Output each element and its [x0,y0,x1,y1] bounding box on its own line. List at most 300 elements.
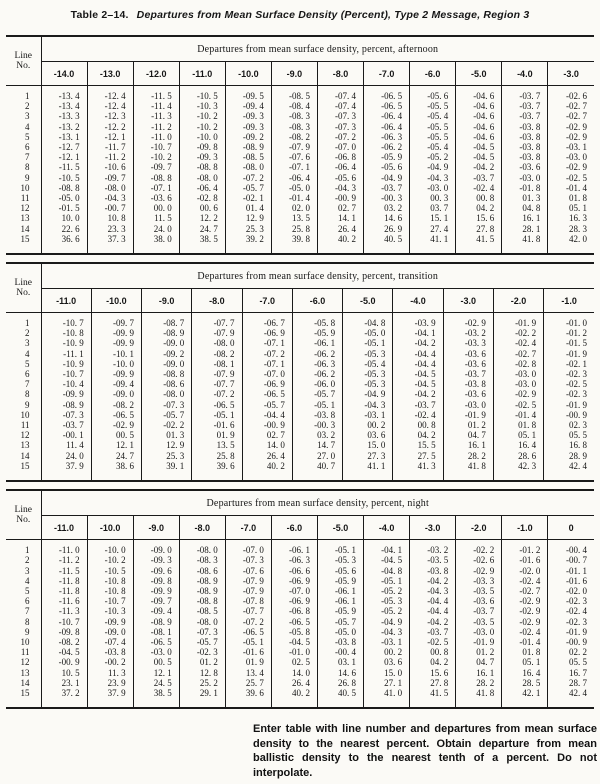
table-caption: Departures from mean surface density, percent, afternoon [41,36,594,62]
density-value-cell: 16. 7 [548,668,594,678]
density-table-transition [6,262,594,482]
density-value-cell: -05. 4 [410,111,456,121]
density-value-cell: 11. 4 [41,440,91,450]
line-no-header: Line No. [6,36,41,86]
column-header: -3.0 [548,62,594,86]
column-header: -13.0 [87,62,133,86]
density-value-cell: -10. 0 [87,540,133,556]
density-value-cell: 13. 4 [225,668,271,678]
density-value-cell: -05. 4 [343,359,393,369]
density-value-cell: -08. 3 [271,111,317,121]
density-value-cell: -09. 3 [225,111,271,121]
table-row [6,576,594,586]
table-row [6,132,594,142]
density-table-transition-grid [6,262,594,482]
table-row [6,122,594,132]
density-value-cell: 11. 5 [133,213,179,223]
density-value-cell: -00. 9 [41,657,87,667]
density-value-cell: -07. 7 [192,313,242,329]
density-value-cell: -10. 2 [87,555,133,565]
density-value-cell: -04. 2 [456,162,502,172]
density-value-cell: -05. 3 [317,555,363,565]
density-value-cell: 16. 1 [456,668,502,678]
density-value-cell: -09. 5 [225,86,271,102]
density-table-night-grid [6,489,594,709]
table-row [6,647,594,657]
density-value-cell: -02. 3 [548,617,594,627]
table-row [6,400,594,410]
density-value-cell: -03. 5 [410,555,456,565]
density-value-cell: -02. 9 [456,566,502,576]
density-value-cell: 24. 0 [133,224,179,234]
line-number-cell: 6 [25,142,30,153]
density-value-cell: -08. 9 [133,617,179,627]
table-row [6,224,594,234]
line-number-cell: 11 [20,193,30,204]
density-value-cell: -00. 4 [548,540,594,556]
density-value-cell: -09. 8 [133,576,179,586]
density-value-cell: -06. 2 [292,369,342,379]
line-number-cell: 2 [25,101,30,112]
density-value-cell: -02. 8 [493,359,543,369]
density-value-cell: 14. 6 [317,668,363,678]
density-value-cell: -05. 3 [343,379,393,389]
column-header: -2.0 [493,289,543,313]
density-value-cell: -08. 6 [142,379,192,389]
density-value-cell: -00. 9 [548,637,594,647]
density-value-cell: -03. 8 [443,379,493,389]
density-value-cell: 25. 8 [271,224,317,234]
density-value-cell: 02. 5 [271,657,317,667]
density-value-cell: 01. 3 [142,430,192,440]
density-value-cell: 40. 5 [317,688,363,708]
density-value-cell: -02. 9 [502,596,548,606]
column-header: -6.0 [292,289,342,313]
density-value-cell: -01. 6 [225,647,271,657]
density-value-cell: -01. 9 [544,349,594,359]
density-value-cell: -02. 9 [91,420,141,430]
density-value-cell: -02. 2 [456,540,502,556]
density-value-cell: 23. 1 [41,678,87,688]
density-value-cell: -07. 3 [317,111,363,121]
density-value-cell: -01. 5 [41,203,87,213]
density-value-cell: -04. 4 [410,596,456,606]
density-value-cell: -02. 9 [548,122,594,132]
density-value-cell: -10. 6 [87,162,133,172]
density-value-cell: -09. 4 [91,379,141,389]
table-row [6,379,594,389]
column-header: -8.0 [317,62,363,86]
density-value-cell: 28. 6 [493,451,543,461]
density-value-cell: -04. 3 [364,627,410,637]
density-value-cell: -11. 3 [41,606,87,616]
density-value-cell: -08. 8 [142,369,192,379]
density-value-cell: -11. 6 [41,596,87,606]
column-header: -10.0 [87,516,133,540]
density-value-cell: -05. 3 [343,369,393,379]
density-value-cell: -07. 2 [317,132,363,142]
density-value-cell: -06. 5 [242,389,292,399]
density-value-cell: -02. 4 [548,606,594,616]
density-value-cell: -01. 6 [502,555,548,565]
density-value-cell: 00. 6 [179,203,225,213]
density-value-cell: -11. 1 [41,349,91,359]
density-value-cell: -10. 9 [41,359,91,369]
density-value-cell: -06. 8 [317,152,363,162]
density-value-cell: -07. 6 [271,152,317,162]
density-value-cell: -08. 5 [179,606,225,616]
density-value-cell: -10. 2 [133,152,179,162]
density-value-cell: -08. 0 [179,173,225,183]
density-value-cell: 15. 6 [456,213,502,223]
density-value-cell: -07. 2 [225,173,271,183]
density-value-cell: -05. 1 [317,540,363,556]
density-value-cell: -01. 8 [502,183,548,193]
line-number-cell: 14 [20,677,30,688]
density-value-cell: -07. 0 [225,540,271,556]
density-value-cell: -08. 2 [271,132,317,142]
density-value-cell: -04. 1 [364,540,410,556]
line-number-cell: 4 [25,575,30,586]
density-value-cell: -07. 1 [242,338,292,348]
line-number-cell: 12 [20,657,30,668]
density-value-cell: -07. 2 [192,389,242,399]
density-value-cell: -05. 5 [410,122,456,132]
density-value-cell: -04. 6 [456,122,502,132]
density-value-cell: 14. 0 [242,440,292,450]
density-value-cell: -06. 9 [271,596,317,606]
density-value-cell: 01. 4 [225,203,271,213]
density-value-cell: -04. 5 [271,637,317,647]
density-value-cell: 14. 7 [292,440,342,450]
column-header: -4.0 [364,516,410,540]
density-value-cell: -08. 0 [179,617,225,627]
density-value-cell: -06. 4 [364,122,410,132]
density-value-cell: 28. 5 [502,678,548,688]
density-value-cell: -08. 8 [41,183,87,193]
density-value-cell: 39. 6 [225,688,271,708]
density-value-cell: -04. 6 [456,132,502,142]
density-value-cell: -10. 3 [179,101,225,111]
density-value-cell: 27. 3 [343,451,393,461]
density-value-cell: -12. 7 [41,142,87,152]
column-header: 0 [548,516,594,540]
density-value-cell: -02. 3 [544,369,594,379]
density-value-cell: -07. 2 [225,617,271,627]
density-value-cell: -02. 0 [548,586,594,596]
density-value-cell: -11. 2 [41,555,87,565]
line-number-cell: 4 [25,348,30,359]
density-value-cell: -03. 1 [343,410,393,420]
density-value-cell: -10. 8 [87,576,133,586]
density-value-cell: -07. 9 [225,576,271,586]
line-number-cell: 10 [20,409,30,420]
column-header: -11.0 [179,62,225,86]
density-value-cell: -04. 5 [456,152,502,162]
density-value-cell: -10. 2 [179,122,225,132]
density-value-cell: 10. 8 [87,213,133,223]
density-value-cell: -04. 6 [456,86,502,102]
density-value-cell: 37. 3 [87,234,133,254]
density-value-cell: 02. 7 [317,203,363,213]
density-value-cell: 41. 5 [456,234,502,254]
density-value-cell: 23. 3 [87,224,133,234]
density-value-cell: -03. 0 [493,379,543,389]
density-value-cell: 40. 7 [292,461,342,481]
density-value-cell: -03. 0 [443,400,493,410]
density-value-cell: -03. 7 [456,606,502,616]
density-value-cell: -02. 7 [548,101,594,111]
density-value-cell: -06. 5 [364,101,410,111]
density-value-cell: -08. 6 [179,566,225,576]
density-value-cell: 15. 1 [410,213,456,223]
density-value-cell: 25. 3 [142,451,192,461]
density-value-cell: -04. 3 [343,400,393,410]
density-value-cell: 26. 4 [317,224,363,234]
density-value-cell: -03. 0 [548,152,594,162]
density-value-cell: -13. 2 [41,122,87,132]
table-title-text: Departures from Mean Surface Density (Percent), Type 2 Message, Region 3 [136,9,530,21]
line-number-cell: 6 [25,369,30,380]
density-value-cell: 00. 5 [91,430,141,440]
line-number-cell: 12 [20,430,30,441]
density-value-cell: -08. 5 [271,86,317,102]
density-value-cell: -03. 8 [317,637,363,647]
density-value-cell: 41. 8 [502,234,548,254]
density-value-cell: -03. 7 [502,86,548,102]
density-value-cell: -07. 1 [133,183,179,193]
density-value-cell: 26. 8 [317,678,363,688]
density-value-cell: -10. 7 [41,313,91,329]
density-value-cell: -03. 6 [443,349,493,359]
table-row [6,203,594,213]
density-value-cell: -07. 9 [225,586,271,596]
density-value-cell: -04. 5 [393,379,443,389]
density-value-cell: -02. 7 [548,111,594,121]
density-value-cell: -08. 8 [179,162,225,172]
density-value-cell: 00. 5 [133,657,179,667]
density-value-cell: -09. 7 [133,596,179,606]
density-value-cell: -05. 5 [410,101,456,111]
instruction-note: Enter table with line number and departures from mean surface density to the nearest percent. Obtain departure from mean ballistic density to the nearest tenth of a percent. Do not interpolate. [253,723,597,779]
density-value-cell: -08. 7 [142,313,192,329]
density-value-cell: -10. 7 [41,617,87,627]
density-value-cell: 00. 8 [456,193,502,203]
density-value-cell: -01. 9 [493,313,543,329]
table-row [6,420,594,430]
density-value-cell: -08. 0 [179,540,225,556]
table-row [6,359,594,369]
density-value-cell: 02. 0 [271,203,317,213]
line-number-cell: 9 [25,626,30,637]
density-value-cell: -04. 8 [343,313,393,329]
density-value-cell: 37. 2 [41,688,87,708]
column-header: -9.0 [142,289,192,313]
density-value-cell: 15. 6 [410,668,456,678]
density-value-cell: -09. 9 [133,586,179,596]
density-value-cell: -06. 4 [317,162,363,172]
density-value-cell: -00. 1 [41,430,91,440]
table-row [6,617,594,627]
density-value-cell: -03. 8 [87,647,133,657]
density-value-cell: 25. 7 [225,678,271,688]
density-value-cell: 03. 1 [317,657,363,667]
table-row [6,369,594,379]
density-value-cell: 01. 8 [493,420,543,430]
density-value-cell: -13. 4 [41,86,87,102]
line-number-cell: 7 [25,152,30,163]
density-value-cell: -06. 9 [242,328,292,338]
density-value-cell: -10. 8 [41,328,91,338]
line-number-cell: 10 [20,636,30,647]
density-value-cell: -03. 6 [443,389,493,399]
table-caption: Departures from mean surface density, percent, night [41,490,594,516]
column-header: -7.0 [242,289,292,313]
density-value-cell: -10. 0 [91,359,141,369]
density-value-cell: -02. 5 [548,173,594,183]
density-value-cell: -05. 7 [317,617,363,627]
density-value-cell: -09. 0 [87,627,133,637]
density-value-cell: -02. 7 [493,349,543,359]
line-number-cell: 4 [25,121,30,132]
density-value-cell: 38. 5 [133,688,179,708]
table-row [6,627,594,637]
density-value-cell: -07. 4 [317,101,363,111]
line-number-cell: 3 [25,111,30,122]
density-value-cell: -09. 4 [133,606,179,616]
density-value-cell: -03. 8 [502,142,548,152]
density-value-cell: -06. 1 [317,596,363,606]
density-value-cell: -03. 5 [456,617,502,627]
table-row [6,173,594,183]
density-value-cell: -03. 3 [443,338,493,348]
density-value-cell: -08. 5 [225,152,271,162]
density-value-cell: -03. 6 [502,162,548,172]
density-value-cell: 42. 3 [493,461,543,481]
density-value-cell: -04. 2 [410,617,456,627]
density-value-cell: -06. 2 [364,142,410,152]
density-value-cell: -11. 5 [41,566,87,576]
density-value-cell: -04. 5 [393,369,443,379]
table-row [6,678,594,688]
column-header: -4.0 [393,289,443,313]
density-value-cell: 41. 0 [364,688,410,708]
line-number-cell: 14 [20,450,30,461]
line-number-cell: 2 [25,555,30,566]
density-value-cell: -06. 3 [271,555,317,565]
density-value-cell: -07. 3 [317,122,363,132]
density-value-cell: -03. 8 [502,122,548,132]
table-row [6,637,594,647]
table-row [6,461,594,481]
density-value-cell: -07. 4 [317,86,363,102]
density-value-cell: -10. 3 [87,606,133,616]
density-value-cell: 28. 2 [443,451,493,461]
density-value-cell: -10. 0 [179,132,225,142]
density-value-cell: -03. 6 [443,359,493,369]
density-value-cell: -02. 4 [393,410,443,420]
density-value-cell: -06. 5 [91,410,141,420]
density-value-cell: -04. 6 [456,111,502,121]
line-number-cell: 2 [25,328,30,339]
density-value-cell: -05. 1 [192,410,242,420]
density-value-cell: -09. 9 [91,338,141,348]
density-value-cell: 16. 3 [548,213,594,223]
density-value-cell: -13. 3 [41,111,87,121]
column-header: -5.0 [343,289,393,313]
density-value-cell: -11. 8 [41,586,87,596]
column-header: -9.0 [133,516,179,540]
density-value-cell: -01. 4 [271,193,317,203]
density-value-cell: -05. 3 [343,349,393,359]
line-number-cell: 3 [25,338,30,349]
density-value-cell: 42. 4 [548,688,594,708]
density-value-cell: 28. 7 [548,678,594,688]
density-value-cell: -00. 9 [317,193,363,203]
density-value-cell: -07. 8 [225,596,271,606]
density-value-cell: 41. 1 [410,234,456,254]
density-value-cell: -01. 6 [192,420,242,430]
density-value-cell: -07. 3 [41,410,91,420]
density-value-cell: 12. 2 [179,213,225,223]
density-value-cell: 28. 2 [456,678,502,688]
density-value-cell: -07. 9 [271,142,317,152]
density-value-cell: -06. 7 [242,313,292,329]
density-value-cell: -00. 3 [364,193,410,203]
density-value-cell: -05. 2 [364,586,410,596]
density-value-cell: -03. 8 [502,152,548,162]
density-value-cell: -07. 6 [225,566,271,576]
density-value-cell: -03. 8 [410,566,456,576]
density-value-cell: -08. 0 [87,183,133,193]
table-row [6,389,594,399]
density-value-cell: -09. 7 [133,162,179,172]
density-value-cell: -05. 0 [41,193,87,203]
density-value-cell: -09. 8 [179,142,225,152]
line-number-cell: 12 [20,203,30,214]
density-value-cell: -08. 3 [271,122,317,132]
table-row [6,688,594,708]
density-value-cell: -03. 0 [502,173,548,183]
column-header: -10.0 [225,62,271,86]
density-value-cell: -02. 2 [142,420,192,430]
density-value-cell: -02. 9 [443,313,493,329]
line-number-cell: 3 [25,565,30,576]
density-table-night [6,489,594,709]
density-value-cell: -08. 2 [192,349,242,359]
density-value-cell: -06. 5 [364,86,410,102]
density-value-cell: 05. 1 [502,657,548,667]
density-value-cell: -03. 8 [502,132,548,142]
density-value-cell: -09. 9 [91,369,141,379]
density-value-cell: 27. 5 [393,451,443,461]
density-value-cell: 36. 6 [41,234,87,254]
density-value-cell: -04. 8 [364,566,410,576]
table-caption: Departures from mean surface density, percent, transition [41,263,594,289]
density-value-cell: 01. 9 [225,657,271,667]
line-number-cell: 15 [20,460,30,471]
density-value-cell: -12. 1 [41,152,87,162]
density-value-cell: -04. 9 [364,173,410,183]
density-value-cell: -08. 4 [271,101,317,111]
density-value-cell: -11. 2 [87,152,133,162]
density-value-cell: -12. 4 [87,101,133,111]
density-value-cell: -06. 5 [271,617,317,627]
density-value-cell: -05. 8 [292,313,342,329]
density-value-cell: 11. 3 [87,668,133,678]
density-value-cell: 24. 0 [41,451,91,461]
density-value-cell: -06. 1 [292,338,342,348]
